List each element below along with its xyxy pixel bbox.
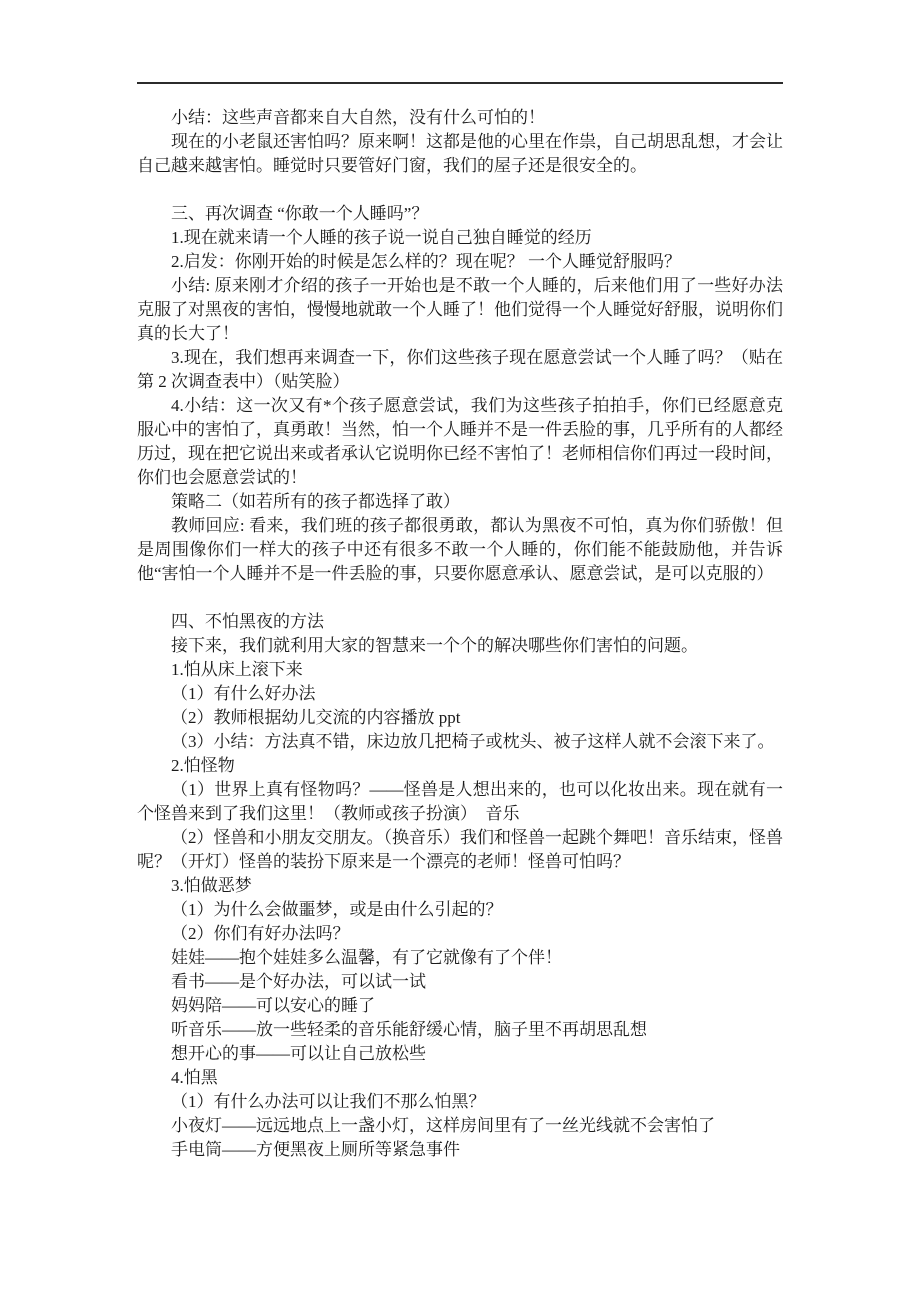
paragraph: 小结: 原来刚才介绍的孩子一开始也是不敢一个人睡的，后来他们用了一些好办法克服了对黑夜的害怕，慢慢地就敢一个人睡了！他们觉得一个人睡觉好舒服，说明你们真的长大了！ [137, 276, 783, 343]
paragraph: 看书——是个好办法，可以试一试 [171, 972, 426, 991]
paragraph: 想开心的事——可以让自己放松些 [171, 1044, 426, 1063]
paragraph: 1.怕从床上滚下来 [171, 660, 303, 679]
paragraph: （1）有什么好办法 [171, 684, 316, 703]
blank-line [137, 586, 783, 610]
paragraph: 4.小结：这一次又有*个孩子愿意尝试，我们为这些孩子拍拍手，你们已经愿意克服心中的害怕了，真勇敢！当然，怕一个人睡并不是一件丢脸的事，几乎所有的人都经历过，现在把它说出来或者承认它说明你已经不害怕了！老师相信你们再过一段时间，你们也会愿意尝试的！ [137, 396, 783, 487]
paragraph: 小结：这些声音都来自大自然，没有什么可怕的！ [171, 108, 545, 127]
blank-line [137, 178, 783, 202]
paragraph: （1）有什么办法可以让我们不那么怕黑？ [171, 1092, 486, 1111]
paragraph: （2）怪兽和小朋友交朋友。（换音乐）我们和怪兽一起跳个舞吧！音乐结束，怪兽呢？（开灯）怪兽的装扮下原来是一个漂亮的老师！怪兽可怕吗？ [137, 828, 783, 871]
paragraph: 听音乐——放一些轻柔的音乐能舒缓心情，脑子里不再胡思乱想 [171, 1020, 647, 1039]
paragraph: 教师回应: 看来，我们班的孩子都很勇敢，都认为黑夜不可怕，真为你们骄傲！但是周围像你们一样大的孩子中还有很多不敢一个人睡的，你们能不能鼓励他，并告诉他“害怕一个人睡并不是一件丢脸的事，只要你愿意承认、愿意尝试，是可以克服的） [137, 516, 783, 583]
paragraph: 小夜灯——远远地点上一盏小灯，这样房间里有了一丝光线就不会害怕了 [171, 1116, 715, 1135]
paragraph: 2.启发：你刚开始的时候是怎么样的？现在呢？ 一个人睡觉舒服吗？ [171, 252, 681, 271]
paragraph: 3.现在，我们想再来调查一下，你们这些孩子现在愿意尝试一个人睡了吗？（贴在第 2 次调查表中）（贴笑脸） [137, 348, 783, 391]
paragraph: 四、不怕黑夜的方法 [171, 612, 324, 631]
paragraph: 手电筒——方便黑夜上厕所等紧急事件 [171, 1140, 460, 1159]
paragraph: 2.怕怪物 [171, 756, 235, 775]
paragraph: （1）世界上真有怪物吗？——怪兽是人想出来的，也可以化妆出来。现在就有一个怪兽来到了我们这里！（教师或孩子扮演） 音乐 [137, 780, 783, 823]
paragraph: 妈妈陪——可以安心的睡了 [171, 996, 375, 1015]
paragraph: （1）为什么会做噩梦，或是由什么引起的？ [171, 900, 503, 919]
paragraph: 现在的小老鼠还害怕吗？原来啊！这都是他的心里在作祟，自己胡思乱想，才会让自己越来越害怕。睡觉时只要管好门窗，我们的屋子还是很安全的。 [137, 132, 783, 175]
header-divider-line [137, 82, 783, 84]
paragraph: 策略二（如若所有的孩子都选择了敢） [171, 492, 460, 511]
paragraph: 娃娃——抱个娃娃多么温馨，有了它就像有了个伴！ [171, 948, 562, 967]
paragraph: 1.现在就来请一个人睡的孩子说一说自己独自睡觉的经历 [171, 228, 592, 247]
paragraph: 三、再次调查 “你敢一个人睡吗”？ [171, 204, 429, 223]
paragraph: 3.怕做恶梦 [171, 876, 252, 895]
document-body [137, 106, 783, 1162]
paragraph: （3）小结：方法真不错，床边放几把椅子或枕头、被子这样人就不会滚下来了。 [171, 732, 775, 751]
paragraph: （2）你们有好办法吗？ [171, 924, 350, 943]
paragraph: （2）教师根据幼儿交流的内容播放 ppt [171, 708, 461, 727]
paragraph: 接下来，我们就利用大家的智慧来一个个的解决哪些你们害怕的问题。 [171, 636, 698, 655]
paragraph: 4.怕黑 [171, 1068, 218, 1087]
